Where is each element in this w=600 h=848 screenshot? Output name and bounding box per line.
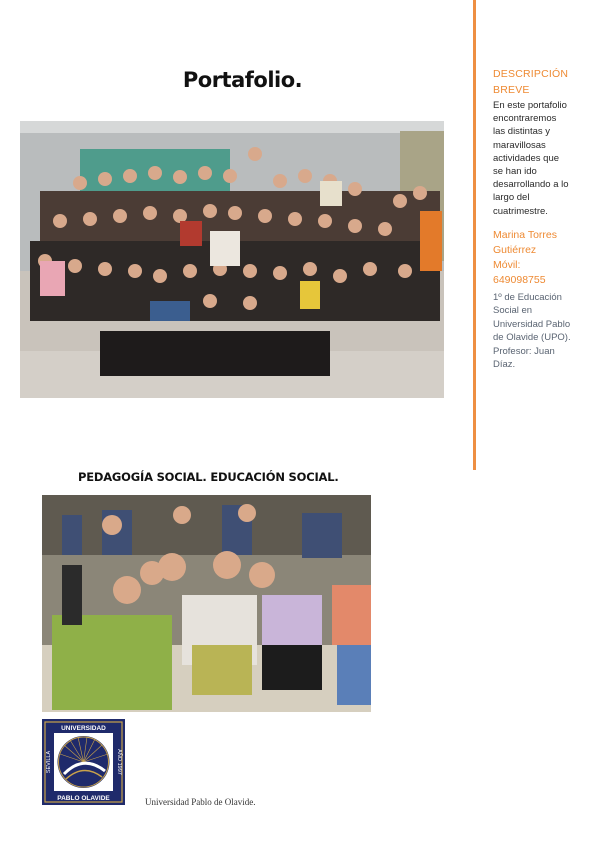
- sidebar-heading-line2: BREVE: [493, 84, 530, 96]
- sidebar-description: En este portafolio encontraremos las distintas y maravillosas actividades que se han ido desarrollando a lo largo del cuatrimestre.: [493, 100, 569, 217]
- page-title: Portafolio.: [182, 68, 303, 92]
- friends-photo-image: [42, 495, 371, 712]
- sidebar-heading-line1: DESCRIPCIÓN: [493, 68, 569, 80]
- friends-photo: [42, 495, 371, 712]
- logo-text-right: AÑO 1997: [116, 749, 122, 775]
- author-phone: Móvil: 649098755: [493, 258, 546, 286]
- group-photo: [20, 121, 444, 398]
- university-seal-icon: [42, 719, 125, 805]
- group-photo-image: [20, 121, 444, 398]
- sidebar: [493, 66, 593, 372]
- sidebar-divider: [473, 0, 476, 470]
- sidebar-heading: [493, 66, 593, 98]
- section-subtitle: PEDAGOGÍA SOCIAL. EDUCACIÓN SOCIAL.: [78, 470, 339, 484]
- logo-caption: Universidad Pablo de Olavide.: [145, 797, 256, 807]
- course-info: 1º de Educación Social en Universidad Pablo de Olavide (UPO). Profesor: Juan Díaz.: [493, 291, 571, 371]
- logo-text-left: SEVILLA: [46, 750, 52, 774]
- university-logo: [42, 719, 125, 805]
- logo-text-top: UNIVERSIDAD: [61, 725, 106, 732]
- author-block: [493, 228, 573, 288]
- logo-text-bottom: PABLO OLAVIDE: [57, 795, 110, 802]
- author-name: Marina Torres Gutiérrez: [493, 228, 557, 256]
